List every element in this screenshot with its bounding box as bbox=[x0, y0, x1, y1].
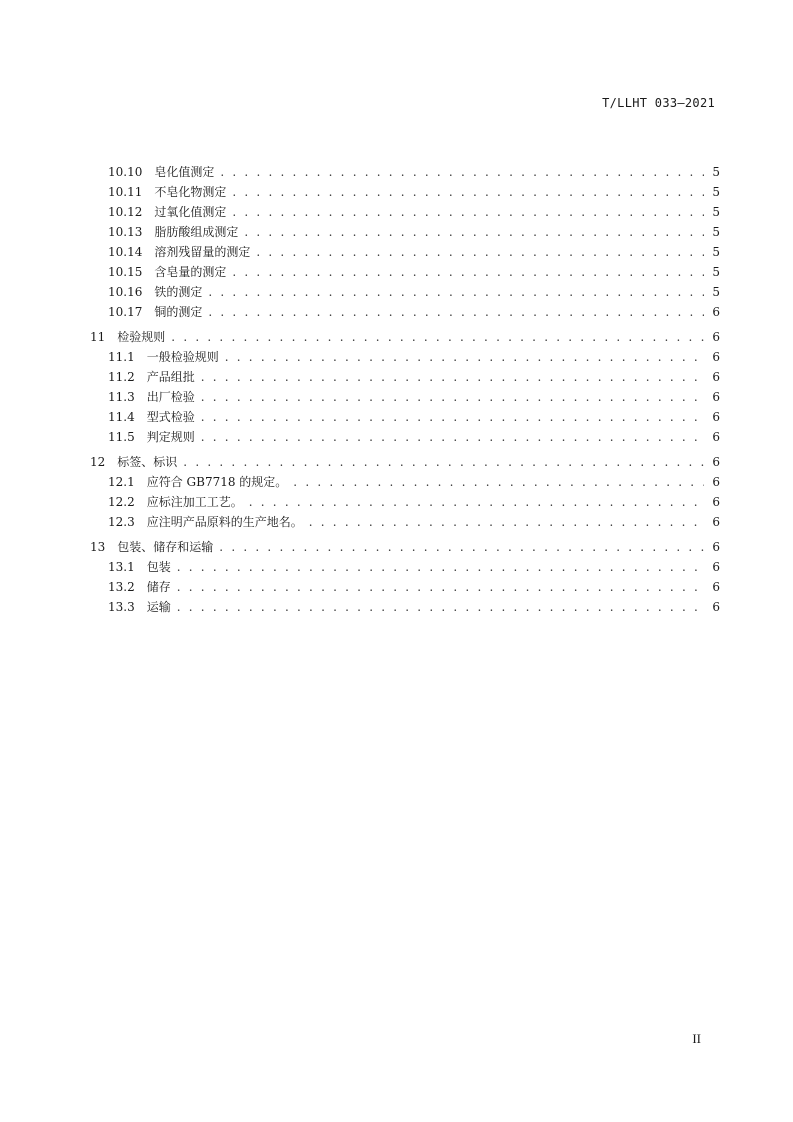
toc-entry-page: 6 bbox=[712, 455, 720, 469]
toc-entry-number: 10.12 bbox=[108, 205, 143, 219]
toc-entry-title: 标签、标识 bbox=[117, 455, 178, 469]
dot-leader bbox=[309, 512, 704, 532]
toc-entry[interactable] bbox=[90, 222, 720, 242]
toc-entry-number: 10.14 bbox=[108, 245, 143, 259]
dot-leader bbox=[177, 597, 704, 617]
toc-entry-title: 皂化值测定 bbox=[154, 165, 215, 179]
toc-entry-page: 6 bbox=[712, 475, 720, 489]
toc-entry-page: 6 bbox=[712, 515, 720, 529]
toc-entry-number: 13.1 bbox=[108, 560, 135, 574]
toc-entry-title: 不皂化物测定 bbox=[154, 185, 227, 199]
toc-entry-title: 储存 bbox=[146, 580, 171, 594]
dot-leader bbox=[201, 387, 704, 407]
dot-leader bbox=[232, 262, 704, 282]
toc-entry-number: 12.1 bbox=[108, 475, 135, 489]
toc-entry-title: 应标注加工工艺。 bbox=[146, 495, 243, 509]
toc-entry[interactable] bbox=[90, 162, 720, 182]
toc-entry-title: 脂肪酸组成测定 bbox=[154, 225, 239, 239]
toc-entry-page: 6 bbox=[712, 350, 720, 364]
toc-entry[interactable] bbox=[90, 407, 720, 427]
toc-entry-number: 12 bbox=[90, 455, 106, 469]
toc-entry[interactable] bbox=[90, 347, 720, 367]
toc-entry-page: 5 bbox=[712, 185, 720, 199]
toc-entry-title: 铁的测定 bbox=[154, 285, 203, 299]
toc-entry[interactable] bbox=[90, 597, 720, 617]
dot-leader bbox=[208, 302, 704, 322]
toc-entry-number: 10.17 bbox=[108, 305, 143, 319]
toc-entry-number: 13.3 bbox=[108, 600, 135, 614]
toc-entry-title: 应符合 GB7718 的规定。 bbox=[146, 475, 288, 489]
toc-entry[interactable] bbox=[90, 262, 720, 282]
toc-entry-number: 10.15 bbox=[108, 265, 143, 279]
dot-leader bbox=[225, 347, 704, 367]
toc-entry-number: 10.16 bbox=[108, 285, 143, 299]
toc-entry-page: 6 bbox=[712, 410, 720, 424]
toc-entry-number: 13.2 bbox=[108, 580, 135, 594]
table-of-contents bbox=[90, 162, 720, 617]
toc-entry-number: 10.11 bbox=[108, 185, 143, 199]
dot-leader bbox=[256, 242, 704, 262]
toc-entry[interactable] bbox=[90, 557, 720, 577]
toc-entry-page: 6 bbox=[712, 370, 720, 384]
toc-entry-title: 出厂检验 bbox=[146, 390, 195, 404]
toc-entry-title: 包装 bbox=[146, 560, 171, 574]
toc-entry-page: 5 bbox=[712, 205, 720, 219]
toc-entry-title: 判定规则 bbox=[146, 430, 195, 444]
toc-entry-page: 5 bbox=[712, 245, 720, 259]
toc-entry-number: 12.2 bbox=[108, 495, 135, 509]
toc-entry-title: 应注明产品原料的生产地名。 bbox=[146, 515, 303, 529]
toc-entry-title: 铜的测定 bbox=[154, 305, 203, 319]
dot-leader bbox=[171, 327, 704, 347]
toc-entry-page: 5 bbox=[712, 265, 720, 279]
dot-leader bbox=[232, 182, 704, 202]
toc-entry-page: 6 bbox=[712, 600, 720, 614]
toc-entry-number: 11.2 bbox=[108, 370, 135, 384]
toc-entry-page: 5 bbox=[712, 225, 720, 239]
toc-entry-number: 10.10 bbox=[108, 165, 143, 179]
toc-entry-page: 5 bbox=[712, 285, 720, 299]
toc-entry-number: 13 bbox=[90, 540, 106, 554]
toc-entry[interactable] bbox=[90, 182, 720, 202]
toc-entry-number: 11.3 bbox=[108, 390, 135, 404]
toc-entry-page: 6 bbox=[712, 560, 720, 574]
toc-entry[interactable] bbox=[90, 327, 720, 347]
toc-entry-title: 一般检验规则 bbox=[146, 350, 219, 364]
toc-entry[interactable] bbox=[90, 492, 720, 512]
dot-leader bbox=[183, 452, 704, 472]
dot-leader bbox=[201, 367, 704, 387]
toc-entry[interactable] bbox=[90, 367, 720, 387]
dot-leader bbox=[177, 557, 704, 577]
toc-entry[interactable] bbox=[90, 537, 720, 557]
toc-entry-title: 运输 bbox=[146, 600, 171, 614]
toc-entry-page: 6 bbox=[712, 540, 720, 554]
toc-entry[interactable] bbox=[90, 302, 720, 322]
toc-entry-page: 6 bbox=[712, 580, 720, 594]
toc-entry-title: 产品组批 bbox=[146, 370, 195, 384]
toc-entry-number: 11.1 bbox=[108, 350, 135, 364]
dot-leader bbox=[201, 427, 704, 447]
toc-entry-number: 11 bbox=[90, 330, 106, 344]
dot-leader bbox=[220, 162, 704, 182]
toc-entry-page: 6 bbox=[712, 330, 720, 344]
toc-entry-page: 6 bbox=[712, 430, 720, 444]
toc-entry-page: 6 bbox=[712, 390, 720, 404]
toc-entry-page: 6 bbox=[712, 305, 720, 319]
dot-leader bbox=[232, 202, 704, 222]
dot-leader bbox=[249, 492, 704, 512]
document-code: T/LLHT 033—2021 bbox=[602, 96, 715, 110]
toc-entry-page: 6 bbox=[712, 495, 720, 509]
dot-leader bbox=[244, 222, 704, 242]
toc-entry[interactable] bbox=[90, 202, 720, 222]
toc-entry[interactable] bbox=[90, 242, 720, 262]
dot-leader bbox=[177, 577, 704, 597]
toc-entry[interactable] bbox=[90, 577, 720, 597]
toc-entry-title: 检验规则 bbox=[117, 330, 166, 344]
toc-entry[interactable] bbox=[90, 452, 720, 472]
dot-leader bbox=[208, 282, 704, 302]
dot-leader bbox=[201, 407, 704, 427]
toc-entry-title: 包装、储存和运输 bbox=[117, 540, 214, 554]
toc-entry-page: 5 bbox=[712, 165, 720, 179]
toc-entry[interactable] bbox=[90, 472, 720, 492]
toc-entry-number: 11.4 bbox=[108, 410, 135, 424]
toc-entry[interactable] bbox=[90, 427, 720, 447]
toc-entry-title: 含皂量的测定 bbox=[154, 265, 227, 279]
toc-entry-number: 11.5 bbox=[108, 430, 135, 444]
dot-leader bbox=[293, 472, 704, 492]
toc-entry-title: 溶剂残留量的测定 bbox=[154, 245, 251, 259]
toc-entry[interactable] bbox=[90, 512, 720, 532]
toc-entry-title: 型式检验 bbox=[146, 410, 195, 424]
toc-entry-number: 10.13 bbox=[108, 225, 143, 239]
toc-entry-number: 12.3 bbox=[108, 515, 135, 529]
dot-leader bbox=[219, 537, 704, 557]
toc-entry-title: 过氧化值测定 bbox=[154, 205, 227, 219]
page-number: II bbox=[692, 1031, 701, 1046]
toc-entry[interactable] bbox=[90, 282, 720, 302]
toc-entry[interactable] bbox=[90, 387, 720, 407]
